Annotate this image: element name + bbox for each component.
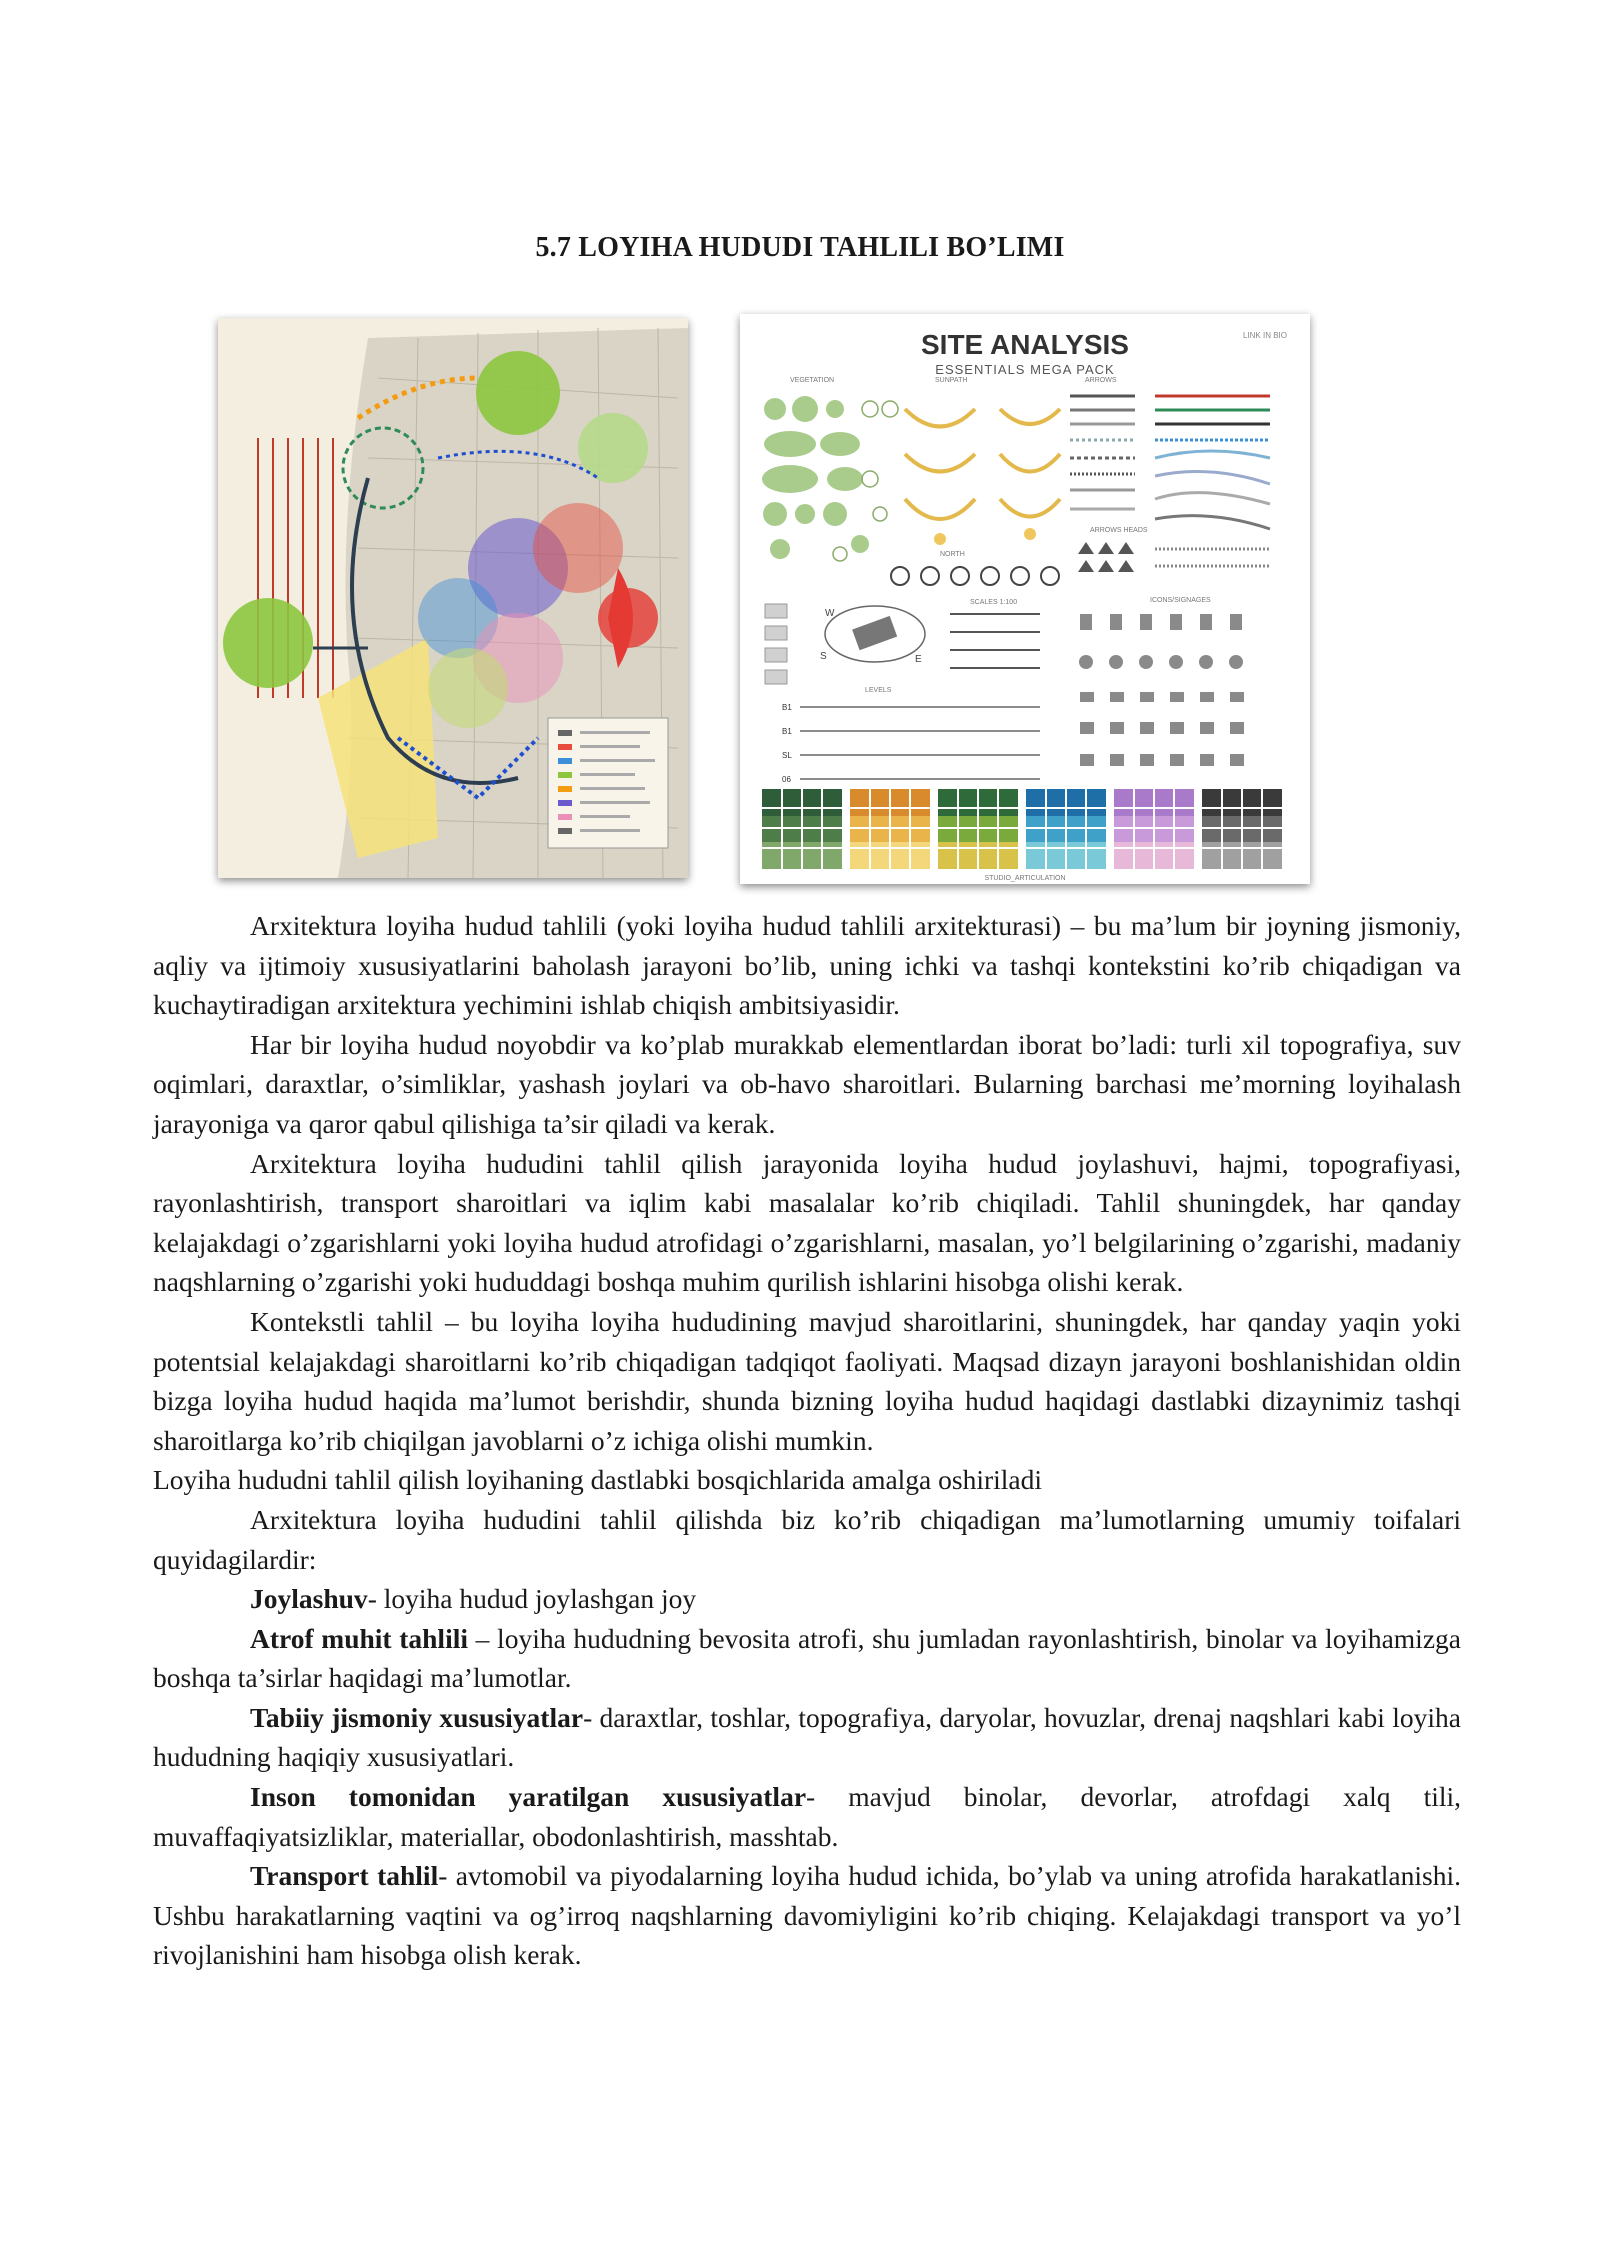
pack-subheading: ESSENTIALS MEGA PACK (935, 362, 1115, 377)
paragraph-text: Kontekstli tahlil – bu loyiha loyiha hududining mavjud sharoitlarini, shuningdek, har qanday yaqin yoki potentsial kelajakdagi sharoitlarni ko’rib chiqadigan tadqiqot faoliyati. Maqsad dizayn jarayoni boshlanishidan oldin bizga loyiha hudud haqida ma’lumot berishdir, shunda bizning loyiha hudud haqidagi dastlabki dizaynimiz tashqi sharoitlarga ko’rib chiqilgan javoblarni o’z ichiga olishi mumkin. (153, 1305, 1461, 1456)
term: Atrof muhit tahlili (250, 1622, 468, 1654)
paragraph-text: Arxitektura loyiha hududini tahlil qilish jarayonida loyiha hudud joylashuvi, hajmi, topografiyasi, rayonlashtirish, transport sharoitlari va iqlim kabi masalalar ko’rib chiqiladi. Tahlil shuningdek, har qanday kelajakdagi o’zgarishlarni yoki loyiha hudud atrofidagi o’zgarishlarni, masalan, yo’l belgilarining o’zgarishi, madaniy naqshlarning o’zgarishi yoki hududdagi boshqa muhim qurilish ishlarini hisobga olishi kerak. (153, 1147, 1461, 1298)
term: Inson tomonidan yaratilgan xususiyatlar (250, 1781, 807, 1813)
level-tag: SL (782, 751, 792, 760)
body-text (153, 906, 1461, 1975)
paragraph (153, 1144, 1461, 1302)
paragraph-text: - avtomobil va piyodalarning loyiha hudud ichida, bo’ylab va uning atrofida harakatlanishi. Ushbu harakatlarning vaqtini va og’irroq naqshlarning davomiyligini ko’rib chiqing. Kelajakdagi transport va yo’l rivojlanishini ham hisobga olish kerak. (153, 1860, 1461, 1971)
pack-corner-label: LINK IN BIO (1242, 331, 1288, 340)
paragraph-text: Arxitektura loyiha hudud tahlili (yoki loyiha hudud tahlili arxitekturasi) – bu ma’lum bir joyning jismoniy, aqliy va ijtimoiy xususiyatlarini baholash jarayoni bo’lib, uning ichki va tashqi kontekstini ko’rib chiqadigan va kuchaytiradigan arxitektura yechimini ishlab chiqish ambitsiyasidir. (153, 910, 1461, 1021)
level-tag: 06 (782, 775, 791, 784)
term: Tabiiy jismoniy xususiyatlar (250, 1701, 584, 1733)
site-map-figure (218, 318, 688, 878)
paragraph-text: Loyiha hududni tahlil qilish loyihaning dastlabki bosqichlarida amalga oshiriladi (153, 1464, 1043, 1496)
site-map-drawing (218, 318, 688, 878)
paragraph (153, 1302, 1461, 1460)
paragraph (153, 1619, 1461, 1698)
paragraph (153, 1579, 1461, 1619)
sunpath-label: SUNPATH (935, 377, 968, 384)
pack-footer: STUDIO_ARTICULATION (984, 875, 1066, 882)
compass-e: E (915, 654, 922, 665)
compass-s: S (820, 651, 827, 662)
scales-label: SCALES 1:100 (970, 599, 1018, 606)
vegetation-label: VEGETATION (790, 377, 835, 384)
level-tag: B1 (782, 703, 792, 712)
north-label: NORTH (940, 551, 965, 558)
levels-label: LEVELS (865, 687, 892, 694)
paragraph-text: - daraxtlar, toshlar, topografiya, daryolar, hovuzlar, drenaj naqshlari kabi loyiha hududning haqiqiy xususiyatlari. (153, 1701, 1461, 1773)
paragraph (153, 1856, 1461, 1975)
site-analysis-pack-drawing (740, 314, 1310, 884)
term: Joylashuv (250, 1583, 368, 1615)
pack-heading: SITE ANALYSIS (921, 329, 1129, 360)
paragraph (153, 1698, 1461, 1777)
paragraph-text: - mavjud binolar, devorlar, atrofdagi xalq tili, muvaffaqiyatsizliklar, materiallar, obodonlashtirish, masshtab. (153, 1781, 1462, 1852)
paragraph (153, 1777, 1461, 1856)
paragraph-text: Har bir loyiha hudud noyobdir va ko’plab murakkab elementlardan iborat bo’ladi: turli xil topografiya, suv oqimlari, daraxtlar, o’simliklar, yashash joylari va ob-havo sharoitlari. Bularning barchasi me’morning loyihalash jarayoniga va qaror qabul qilishiga ta’sir qiladi va kerak. (153, 1028, 1461, 1139)
site-analysis-pack-figure (740, 314, 1310, 884)
paragraph (153, 906, 1461, 1025)
page-title: 5.7 LOYIHA HUDUDI TAHLILI BO’LIMI (535, 232, 1065, 263)
icons-label: ICONS/SIGNAGES (1150, 597, 1211, 604)
arrow-heads-label: ARROWS HEADS (1090, 527, 1148, 534)
paragraph-text: Arxitektura loyiha hududini tahlil qilishda biz ko’rib chiqadigan ma’lumotlarning umumiy toifalari quyidagilardir: (153, 1503, 1461, 1575)
level-tag: B1 (782, 727, 792, 736)
term: Transport tahlil (250, 1860, 439, 1892)
compass-w: W (825, 608, 835, 619)
arrows-label: ARROWS (1085, 377, 1117, 384)
paragraph (153, 1025, 1461, 1144)
paragraph-text: – loyiha hududning bevosita atrofi, shu jumladan rayonlashtirish, binolar va loyihamizga boshqa ta’sirlar haqidagi ma’lumotlar. (153, 1622, 1461, 1694)
paragraph (153, 1500, 1461, 1579)
paragraph-text: - loyiha hudud joylashgan joy (367, 1583, 697, 1615)
paragraph (153, 1460, 1461, 1500)
